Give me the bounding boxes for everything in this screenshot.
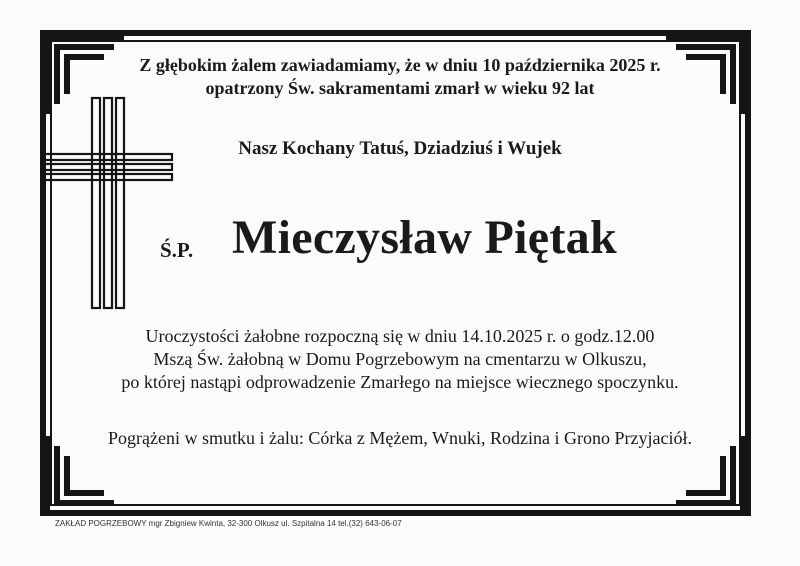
cross-icon bbox=[38, 96, 178, 312]
mourners-line: Pogrążeni w smutku i żalu: Córka z Mężem, Wnuki, Rodzina i Grono Przyjaciół. bbox=[107, 428, 693, 448]
ceremony-details bbox=[0, 325, 800, 394]
ceremony-line: po której nastąpi odprowadzenie Zmarłego na miejsce wiecznego spoczynku. bbox=[121, 372, 679, 392]
intro-line-2: opatrzony Św. sakramentami zmarł w wieku 92 lat bbox=[205, 78, 595, 98]
ceremony-line: Mszą Św. żałobną w Domu Pogrzebowym na cmentarzu w Olkuszu, bbox=[153, 349, 647, 369]
funeral-home-footer: ZAKŁAD POGRZEBOWY mgr Zbigniew Kwinta, 32-300 Olkusz ul. Szpitalna 14 tel.(32) 643-06-07 bbox=[55, 519, 402, 528]
relation-line: Nasz Kochany Tatuś, Dziadziuś i Wujek bbox=[238, 138, 562, 159]
name-prefix: Ś.P. bbox=[160, 238, 194, 262]
intro-line-1: Z głębokim żalem zawiadamiamy, że w dniu 10 października 2025 r. bbox=[139, 55, 661, 75]
ceremony-line: Uroczystości żałobne rozpoczną się w dniu 14.10.2025 r. o godz.12.00 bbox=[145, 326, 655, 346]
deceased-name: Mieczysław Piętak bbox=[232, 211, 617, 264]
